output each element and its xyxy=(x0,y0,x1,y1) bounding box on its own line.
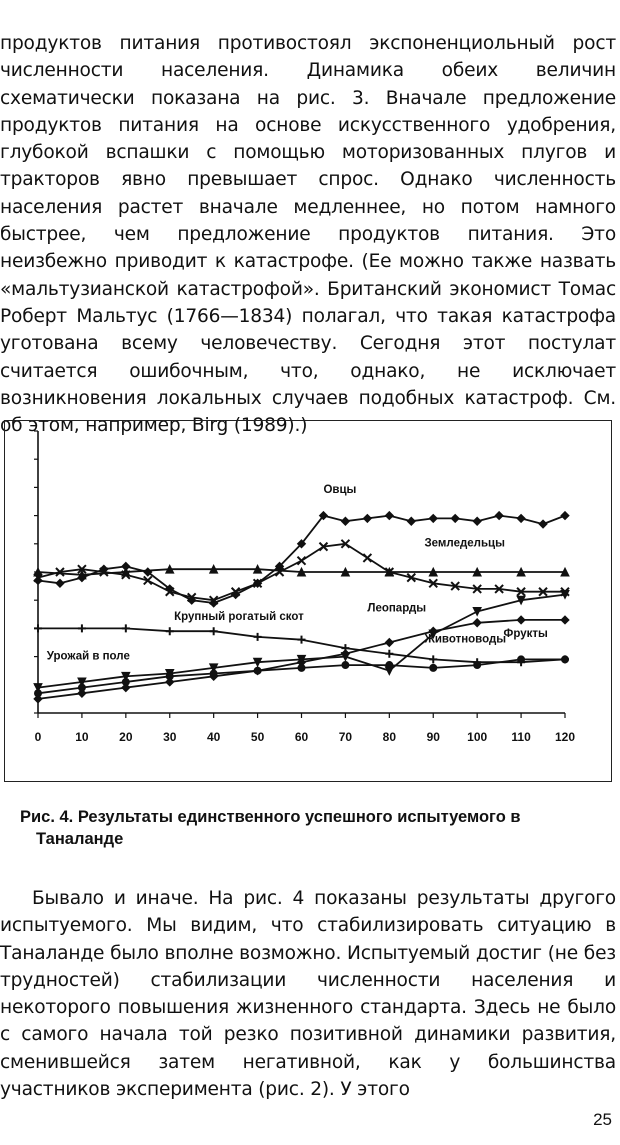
data-point xyxy=(407,517,415,525)
data-point xyxy=(254,667,261,674)
x-tick-label: 110 xyxy=(511,730,531,744)
x-tick-label: 20 xyxy=(119,730,133,744)
series-annotation: Овцы xyxy=(323,484,357,497)
data-point xyxy=(122,678,129,685)
data-point xyxy=(56,579,64,587)
x-tick-label: 10 xyxy=(75,730,89,744)
data-point xyxy=(298,664,305,671)
x-tick-label: 120 xyxy=(554,730,576,744)
data-point xyxy=(363,554,371,562)
data-point xyxy=(210,670,217,677)
data-point xyxy=(385,639,393,647)
data-point xyxy=(386,662,393,669)
data-point xyxy=(342,662,349,669)
data-point xyxy=(561,616,569,624)
data-point xyxy=(473,517,481,525)
data-point xyxy=(385,512,393,520)
data-point xyxy=(495,512,503,520)
data-point xyxy=(298,636,306,644)
data-point xyxy=(122,624,130,632)
x-tick-label: 60 xyxy=(294,730,309,744)
data-point xyxy=(517,616,525,624)
data-point xyxy=(562,656,569,663)
x-tick-label: 30 xyxy=(163,730,177,744)
data-point xyxy=(35,690,42,697)
data-point xyxy=(78,684,85,691)
data-point xyxy=(363,514,371,522)
data-point xyxy=(254,633,262,641)
figure-caption xyxy=(20,806,600,850)
data-point xyxy=(385,650,393,658)
paragraph-top: продуктов питания противостоял экспоненциольный рост численности населения. Динамика обеих величин схематически показана на рис. 3. Вначале предложение продуктов питания на основе искусственного удобрения, глубокой вспашки с помощью моторизованных плугов и тракторов явно превышает спрос. Однако численность населения растет вначале медленнее, но потом намного быстрее, чем предложение продуктов питания. Это неизбежно приводит к катастрофе. (Ее можно также назвать «мальтузианской катастрофой». Британский экономист Томас Роберт Мальтус (1766—1834) полагал, что такая катастрофа уготована всему человечеству. Сегодня этот постулат считается ошибочным, что, однако, не исключает возникновения локальных случаев подобных катастроф. См. об этом, например, Birg (1989).) xyxy=(0,33,616,437)
x-tick-label: 100 xyxy=(467,730,488,744)
data-point xyxy=(298,557,306,565)
data-point xyxy=(210,627,218,635)
data-point xyxy=(430,664,437,671)
data-point xyxy=(451,514,459,522)
data-point xyxy=(166,627,174,635)
page-number: 25 xyxy=(593,1110,612,1129)
data-point xyxy=(474,662,481,669)
x-tick-label: 50 xyxy=(250,730,265,744)
data-point xyxy=(539,520,547,528)
x-tick-label: 70 xyxy=(338,730,353,744)
figure-frame xyxy=(4,420,612,782)
data-point xyxy=(561,512,569,520)
data-point xyxy=(517,514,525,522)
x-tick-label: 90 xyxy=(426,730,440,744)
caption-line-2: Таналанде xyxy=(36,830,124,848)
x-tick-label: 0 xyxy=(34,730,42,744)
data-point xyxy=(429,514,437,522)
line-chart xyxy=(5,421,613,783)
data-point xyxy=(473,619,481,627)
data-point xyxy=(78,624,86,632)
series-annotation: Фрукты xyxy=(503,627,548,640)
x-tick-label: 80 xyxy=(382,730,397,744)
x-tick-label: 40 xyxy=(206,730,221,744)
data-point xyxy=(518,656,525,663)
data-point xyxy=(341,517,349,525)
paragraph-bottom: Бывало и иначе. На рис. 4 показаны результаты другого испытуемого. Мы видим, что стабилизировать ситуацию в Таналанде было вполне возможно. Испытуемый достиг (не без трудностей) стабилизации численности населения и некоторого повышения жизненного стандарта. Здесь не было с самого начала той резко позитивной динамики развития, сменившейся затем негативной, как у большинства участников эксперимента (рис. 2). У этого xyxy=(0,888,616,1101)
caption-line-1: Рис. 4. Результаты единственного успешного испытуемого в xyxy=(20,808,521,826)
series-annotation: Крупный рогатый скот xyxy=(174,610,304,623)
series-annotation: Животноводы xyxy=(424,633,507,646)
series-annotation: Урожай в поле xyxy=(46,650,130,663)
data-point xyxy=(166,673,173,680)
data-point xyxy=(34,624,42,632)
series-annotation: Леопарды xyxy=(367,602,427,615)
series-annotation: Земледельцы xyxy=(424,537,505,550)
series-line-0 xyxy=(38,516,565,603)
data-point xyxy=(429,655,437,663)
